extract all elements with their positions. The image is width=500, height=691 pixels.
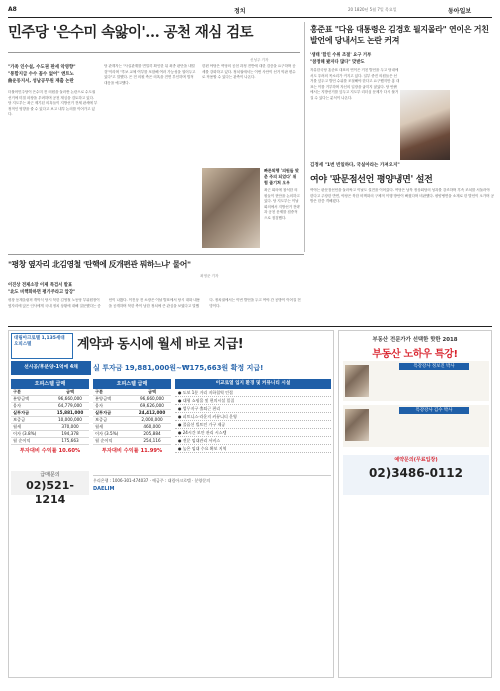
speaker-2-photo xyxy=(345,409,369,441)
ad-table-1-rows xyxy=(11,389,89,445)
right-subheads xyxy=(310,52,398,66)
table-row-cell: 15,881,000 xyxy=(56,410,84,415)
speaker-2 xyxy=(343,405,489,447)
ad-footer-brand: DAELIM xyxy=(93,486,115,492)
table-row-cell: 이자 (3.8%) xyxy=(13,431,37,436)
lower-body: 평창 동계올림픽 개막식 당시 북한 김영철 노동당 부위원장이 옆자리에 앉은 인사에게 국내 정치 상황에 대해 질문했다는 증언이 나왔다. 이진상 전 소장은 이날 발표에서 당시 대화 내용을 공개하며 북한 측이 남한 정치에 큰 관심을 보였다고 말했다. 정치권에서는 이번 발언을 두고 여야 간 공방이 이어질 전망이다. xyxy=(8,298,301,308)
table-row-cell: 실투자금 xyxy=(95,410,112,415)
right-body: 자유한국당 홍준표 대표의 연이은 거친 발언을 두고 당내에서도 우려의 목소리가 커지고 있다. 일부 중진 의원들은 선거를 앞두고 발언 수위를 조절해야 한다고 요구했지만 홍 대표는 이를 거부하며 자신의 입장을 굽히지 않았다. 당 안팎에서는 지방선거를 앞두고 지도부 리더십 문제가 다시 불거질 수 있다는 분석이 나온다. xyxy=(310,68,400,100)
table-row xyxy=(11,410,89,417)
right-subhead-2: "참정해 봤자다 많다" 맞받도 xyxy=(310,60,365,65)
table-row-cell: 460,000 xyxy=(143,424,161,429)
right2-headline: 여야 '판문점선언 평양냉면' 설전 xyxy=(310,175,433,185)
feature-item: ● 전문 임대관리 서비스 xyxy=(175,437,331,445)
photo-caption xyxy=(264,168,300,248)
ad-right-contact-label: 예약문의(무료입장) xyxy=(394,457,438,463)
table-row-cell: 월세 xyxy=(95,424,104,429)
masthead: 동아일보 xyxy=(448,8,472,15)
table-row xyxy=(11,417,89,424)
main-byline: 신성주 기자 xyxy=(250,58,269,62)
table-row-cell: 2,000,000 xyxy=(141,417,163,422)
ad-right-subtitle: 부동산 노하우 특강! xyxy=(372,349,458,360)
ad-left xyxy=(8,330,334,678)
table-row-cell: 보증금 xyxy=(95,417,108,422)
speaker-photo xyxy=(400,90,450,160)
table-row xyxy=(93,403,171,410)
table-row xyxy=(93,431,171,438)
table-header-cell: 금액 xyxy=(65,389,75,394)
table-row-cell: 월 순이익 xyxy=(95,438,113,443)
table-row xyxy=(93,410,171,417)
table-row xyxy=(93,424,171,431)
lower-headline: "평창 옆자리 北김영철 '탄핵에 反개편관 뭐하느냐' 물어" xyxy=(8,260,191,269)
table-header-cell: 구분 xyxy=(95,389,104,394)
ad-features xyxy=(175,379,331,453)
column-divider xyxy=(304,22,305,252)
lower-subhead-2: "北도 비핵화하면 평가주라고 압강" xyxy=(8,290,76,295)
feature-item: ● 도보 1분 거리 지하철역 인접 xyxy=(175,389,331,397)
ad-table-1-title: 오피스텔 급매 xyxy=(11,379,89,389)
subhead-3: 曲운동지서, 성남공무원 재출 논란 xyxy=(8,79,74,84)
subhead-1: "가족 인수설, 수도권 판세 악영향" xyxy=(8,65,76,70)
table-row-cell: 205,884 xyxy=(143,431,161,436)
speaker-1-label: 특강강사 정보진 박사 xyxy=(399,363,469,370)
table-row xyxy=(11,396,89,403)
table-row-cell: 분양금액 xyxy=(13,396,30,401)
table-row-cell: 이자 (3.5%) xyxy=(95,431,119,436)
table-header-cell: 구분 xyxy=(13,389,22,394)
right-headline: 홍준표 "다음 대통령은 김경호 될지몰라" 연이은 거친 발언에 당내서도 논란 커져 xyxy=(310,24,489,45)
ad-table-2-title: 오피스텔 급매 xyxy=(93,379,171,389)
speaker-1 xyxy=(343,361,489,401)
table-row xyxy=(11,438,89,445)
ad-table-1-yield: 투자대비 수익률 10.60% xyxy=(19,448,81,454)
date-line: 20 1820년 5월 7일 목요일 xyxy=(348,7,397,12)
table-row-cell: 10,000,000 xyxy=(58,417,82,422)
table-row-cell: 96,660,000 xyxy=(58,396,82,401)
feature-item: ● 풀옵션 빌트인 가구 제공 xyxy=(175,421,331,429)
ad-badge xyxy=(11,333,73,359)
table-row-cell: 융자 xyxy=(95,403,104,408)
main-subheads xyxy=(8,64,96,85)
feature-item: ● 높은 임대 수요 확보 지역 xyxy=(175,445,331,453)
ad-footer-text: 우리은행 : 1006-301-474037 · 예금주 : 대림아크로텔 · 분양문의 xyxy=(93,478,211,483)
section-label: 정치 xyxy=(234,8,246,15)
table-row-cell: 64,779,000 xyxy=(58,403,82,408)
right-subhead-1: '생태 '합인 수위 조절' 요구 거부 xyxy=(310,53,372,58)
page-label: A8 xyxy=(8,6,17,13)
right2-kicker: 김정세 "1번 빈일하다, 국실아라는 가져오지" xyxy=(310,163,400,168)
table-header xyxy=(93,389,171,396)
feature-item: ● 대형 쇼핑몰 및 편의시설 밀집 xyxy=(175,397,331,405)
ad-right-phone[interactable]: 02)3486-0112 xyxy=(369,466,463,480)
lower-subheads xyxy=(8,282,100,296)
table-row-cell: 254,116 xyxy=(143,438,161,443)
table-row xyxy=(11,431,89,438)
ad-badge-text: 대림아크로텔 1,135세대 오피스텔 xyxy=(14,336,65,347)
table-row-cell: 실투자금 xyxy=(13,410,30,415)
ad-sub-title: 실 투자금 19,881,000원~₩175,663원 확정 지급! xyxy=(93,364,264,372)
ad-right xyxy=(338,330,492,678)
ad-table-2-rows xyxy=(93,389,171,445)
table-row xyxy=(11,403,89,410)
table-row-cell: 융자 xyxy=(13,403,22,408)
photo-caption-text: 최근 회의에 참석한 의원들이 현안을 논의하고 있다. 당 지도부는 이날 회의에서 지방선거 전략과 공천 문제를 집중적으로 점검했다. xyxy=(264,188,300,220)
lower-subhead-1: 이진상 전제소장 이제 특검서 발표 xyxy=(8,283,73,288)
main-body-col-2: 당 관계자는 "사실관계를 면밀히 확인한 뒤 최종 판단을 내릴 것"이라며 "후보 교체 여부를 포함해 여러 가능성을 열어두고 있다"고 말했다. 은 전 의원 측은 의혹을 전면 부인하며 법적 대응을 예고했다. xyxy=(104,64,196,85)
table-row-cell: 194,378 xyxy=(61,431,79,436)
table-row xyxy=(93,396,171,403)
main-headline: 민주당 '은수미 속앓이'… 공천 재심 검토 xyxy=(8,24,253,41)
main-body-col-3: 한편 야당은 여당의 공천 과정 전반에 대한 검증을 요구하며 공세를 강화하고 있다. 정치권에서는 이번 사안이 선거 막판 변수로 작용할 수 있다는 관측이 나온다. xyxy=(202,64,296,80)
lower-byline: 최영준 기자 xyxy=(200,274,219,278)
table-row-cell: 24,412,000 xyxy=(138,410,166,415)
header-rule xyxy=(8,17,492,18)
table-row-cell: 월세 xyxy=(13,424,22,429)
table-row-cell: 분양금액 xyxy=(95,396,112,401)
table-row xyxy=(93,438,171,445)
ad-phone-label: 급매문의 xyxy=(40,472,60,478)
table-row-cell: 월 순이익 xyxy=(13,438,31,443)
table-header xyxy=(11,389,89,396)
ad-left-label: 선시공/후분양-1억에 4채 xyxy=(11,361,91,375)
table-row-cell: 69,626,000 xyxy=(140,403,164,408)
main-body-col-1: 더불어민주당이 은수미 전 의원을 둘러싼 논란으로 수도권 선거에 미칠 파장을 우려하며 공천 재심을 검토하고 있다. 당 지도부는 최근 제기된 의혹들이 지방선거 전체 판세에 부정적인 영향을 줄 수 있다고 보고 내부 논의를 이어가고 있다. xyxy=(8,90,98,117)
ad-table-2 xyxy=(93,379,171,454)
ad-right-contact xyxy=(343,455,489,495)
ad-main-title: 계약과 동시에 월세 바로 지급! xyxy=(77,337,244,352)
table-row-cell: 370,000 xyxy=(61,424,79,429)
lower-rule xyxy=(8,254,304,255)
table-row-cell: 96,660,000 xyxy=(140,396,164,401)
speaker-2-label: 특강강사 김수 박사 xyxy=(399,407,469,414)
table-row xyxy=(93,417,171,424)
feature-item: ● 업무지구 출퇴근 편리 xyxy=(175,405,331,413)
speaker-1-photo xyxy=(345,365,369,397)
subhead-2: "통합지급 수수 꼼수 없어" 엔트노 xyxy=(8,72,74,77)
table-row xyxy=(11,424,89,431)
photo-caption-title: 빠른퇴행 '의원들 맞춘 주의 되었다' 위험 줄기쳐 오우 xyxy=(264,168,299,185)
ad-footer-strip xyxy=(93,475,331,493)
table-row-cell: 보증금 xyxy=(13,417,26,422)
feature-item: ● 피트니스·라운지 커뮤니티 운영 xyxy=(175,413,331,421)
page-header xyxy=(8,6,492,16)
ad-features-list xyxy=(175,389,331,453)
ad-separator xyxy=(8,326,492,327)
table-row-cell: 175,663 xyxy=(61,438,79,443)
ad-table-2-yield: 투자대비 수익률 11.99% xyxy=(101,448,163,454)
meeting-photo xyxy=(202,168,260,248)
ad-table-1 xyxy=(11,379,89,454)
table-header-cell: 금액 xyxy=(147,389,157,394)
feature-item: ● 24시간 보안 관리 시스템 xyxy=(175,429,331,437)
ad-features-title: 이교로열 입지 환경 및 커뮤니티 시설 xyxy=(175,379,331,389)
right2-body: 여야는 판문점선언을 둘러싸고 이날도 설전을 이어갔다. 여당은 남북 정상회담의 성과를 강조하며 후속 조치를 서둘러야 한다고 주장한 반면, 야당은 북한 비핵화의 구체적 이행 방안이 빠졌다며 비판했다. 평양냉면을 소재로 한 발언이 오가며 공방은 한층 격해졌다. xyxy=(310,188,494,204)
ad-phone-block xyxy=(11,471,89,506)
ad-phone-number[interactable]: 02)521-1214 xyxy=(26,479,74,506)
ad-right-title: 부동산 전문가가 선택한 핫한 2018 xyxy=(372,337,458,343)
headline-rule xyxy=(8,52,300,53)
